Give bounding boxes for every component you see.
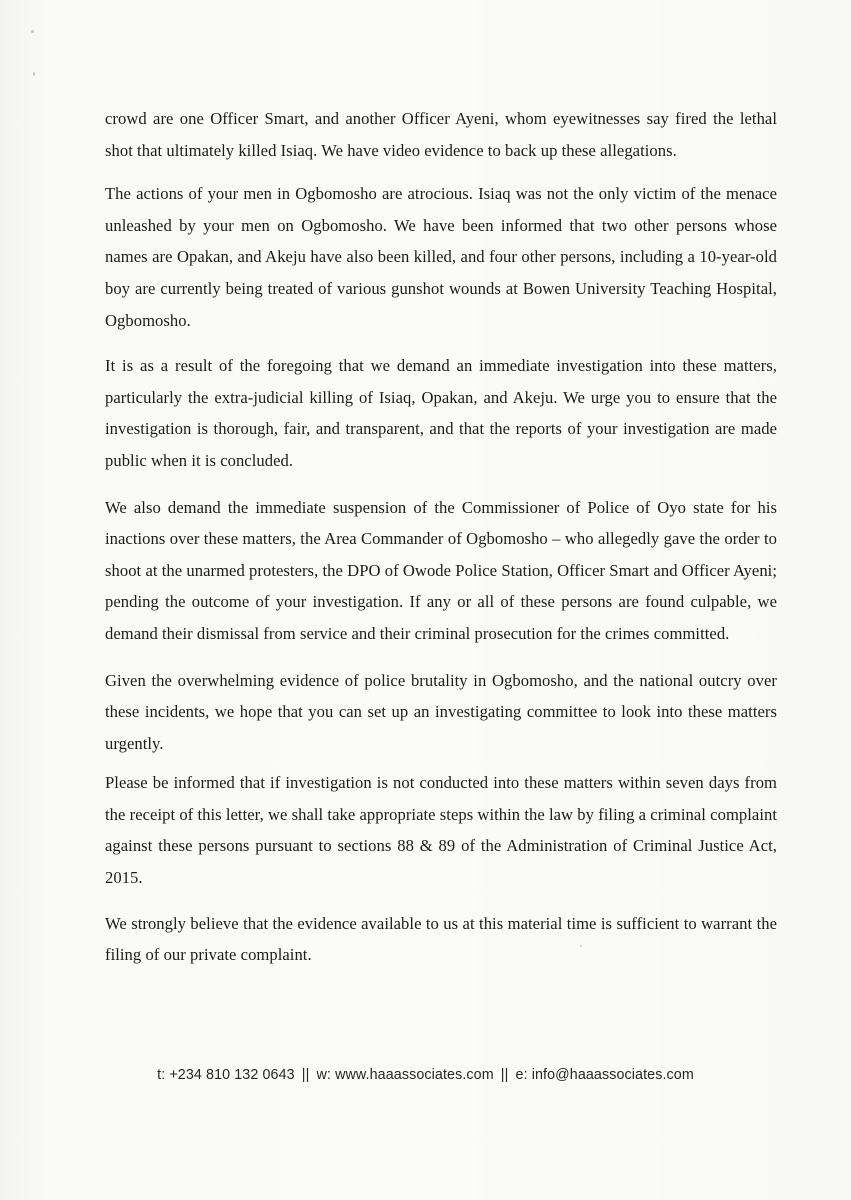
letter-body: [105, 103, 777, 971]
paragraph-suspension-demand: We also demand the immediate suspension of the Commissioner of Police of Oyo state for his inactions over these matters, the Area Commander of Ogbomosho – who allegedly gave the order to shoot at the unarmed protesters, the DPO of Owode Police Station, Officer Smart and Officer Ayeni; pending the outcome of your investigation. If any or all of these persons are found culpable, we demand their dismissal from service and their criminal prosecution for the crimes committed.: [105, 497, 777, 643]
footer-phone: t: +234 810 132 0643: [157, 1067, 295, 1083]
footer-website: w: www.haaassociates.com: [316, 1067, 494, 1083]
scan-speck: [33, 72, 35, 76]
footer-email: e: info@haaassociates.com: [515, 1067, 694, 1083]
paragraph-other-victims: The actions of your men in Ogbomosho are atrocious. Isiaq was not the only victim of the menace unleashed by your men on Ogbomosho. We have been informed that two other persons whose names are Opakan, and Akeju have also been killed, and four other persons, including a 10-year-old boy are currently being treated of various gunshot wounds at Bowen University Teaching Hospital, Ogbomosho.: [105, 184, 777, 330]
letterhead-footer: [0, 1067, 851, 1083]
footer-separator: ||: [301, 1067, 310, 1083]
paragraph-investigation-demand: It is as a result of the foregoing that we demand an immediate investigation into these matters, particularly the extra-judicial killing of Isiaq, Opakan, and Akeju. We urge you to ensure that the investigation is thorough, fair, and transparent, and that the reports of your investigation are made public when it is concluded.: [105, 356, 777, 470]
paragraph-legal-action-notice: Please be informed that if investigation is not conducted into these matters within seven days from the receipt of this letter, we shall take appropriate steps within the law by filing a criminal complaint against these persons pursuant to sections 88 & 89 of the Administration of Criminal Justice Act, 2015.: [105, 773, 777, 888]
paragraph-closing-statement: We strongly believe that the evidence available to us at this material time is sufficient to warrant the filing of our private complaint.: [105, 913, 777, 965]
paragraph-video-evidence: crowd are one Officer Smart, and another Officer Ayeni, whom eyewitnesses say fired the lethal shot that ultimately killed Isiaq. We have video evidence to back up these allegations.: [105, 109, 777, 160]
footer-separator: ||: [500, 1067, 509, 1083]
scan-speck: [31, 30, 34, 33]
paragraph-committee-request: Given the overwhelming evidence of police brutality in Ogbomosho, and the national outcry over these incidents, we hope that you can set up an investigating committee to look into these matters urgently.: [105, 670, 777, 753]
